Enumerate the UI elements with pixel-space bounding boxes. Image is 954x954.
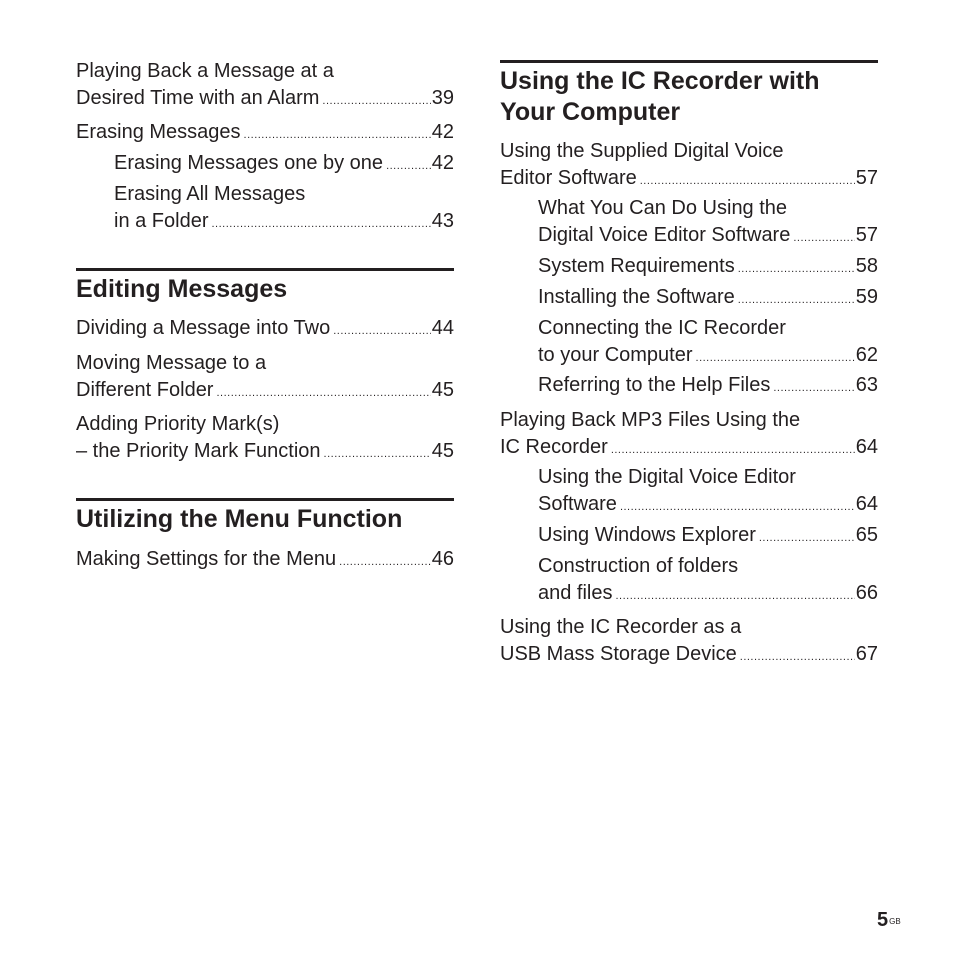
toc-subentry[interactable]: [538, 284, 878, 314]
toc-entry[interactable]: [76, 411, 454, 468]
toc-subentry[interactable]: [538, 522, 878, 552]
section-heading: Utilizing the Menu Function: [76, 505, 403, 533]
dot-leader: [793, 225, 854, 252]
toc-page-number: 43: [431, 210, 454, 232]
toc-entry-text: to your Computer: [538, 344, 693, 366]
toc-subentry[interactable]: [538, 372, 878, 402]
dot-leader: [386, 153, 431, 180]
dot-leader: [738, 256, 855, 283]
toc-page-number: 57: [855, 224, 878, 246]
toc-entry-text: Playing Back a Message at a: [76, 60, 334, 82]
toc-entry[interactable]: [76, 546, 454, 576]
dot-leader: [696, 345, 855, 372]
toc-subentry[interactable]: [538, 195, 878, 252]
toc-entry[interactable]: [76, 315, 454, 345]
toc-page-number: 58: [855, 255, 878, 277]
toc-entry[interactable]: [76, 350, 454, 407]
toc-page-number: 59: [855, 286, 878, 308]
toc-page-number: 64: [855, 436, 878, 458]
toc-page-number: 39: [431, 87, 454, 109]
dot-leader: [333, 318, 431, 345]
toc-page-number: 45: [431, 440, 454, 462]
toc-entry-text: in a Folder: [114, 210, 209, 232]
toc-subentry[interactable]: [538, 315, 878, 372]
toc-entry-text: Different Folder: [76, 379, 214, 401]
dot-leader: [616, 583, 855, 610]
toc-entry-text: Erasing Messages: [76, 121, 241, 143]
toc-entry-text: Desired Time with an Alarm: [76, 87, 320, 109]
toc-page-number: 42: [431, 121, 454, 143]
toc-entry-text: and files: [538, 582, 613, 604]
toc-entry-text: Making Settings for the Menu: [76, 548, 337, 570]
section-heading-line: Using the IC Recorder with: [500, 67, 820, 95]
toc-page-number: 62: [855, 344, 878, 366]
toc-entry-text: – the Priority Mark Function: [76, 440, 321, 462]
toc-page-number: 63: [855, 374, 878, 396]
toc-page-number: 42: [431, 152, 454, 174]
toc-subentry[interactable]: [114, 181, 454, 238]
dot-leader: [611, 437, 855, 464]
dot-leader: [216, 380, 430, 407]
dot-leader: [620, 494, 855, 521]
toc-entry[interactable]: [500, 407, 878, 464]
section-ic-recorder-computer: [500, 60, 878, 128]
toc-page-number: 46: [431, 548, 454, 570]
section-heading: [500, 63, 878, 128]
toc-entry-text: Playing Back MP3 Files Using the: [500, 409, 801, 431]
dot-leader: [738, 287, 855, 314]
toc-entry-text: Construction of folders: [538, 555, 739, 577]
dot-leader: [773, 375, 854, 402]
toc-entry-text: Using the Supplied Digital Voice: [500, 140, 784, 162]
toc-entry[interactable]: [500, 138, 878, 195]
toc-subentry[interactable]: [538, 253, 878, 283]
toc-entry-text: Editor Software: [500, 167, 637, 189]
toc-entry[interactable]: [500, 614, 878, 671]
dot-leader: [740, 644, 855, 671]
toc-entry-text: System Requirements: [538, 255, 735, 277]
toc-entry-text: Using the IC Recorder as a: [500, 616, 742, 638]
toc-entry-text: What You Can Do Using the: [538, 197, 788, 219]
toc-entry-text: Erasing All Messages: [114, 183, 306, 205]
toc-entry-text: Software: [538, 493, 617, 515]
toc-entry-text: Moving Message to a: [76, 352, 267, 374]
dot-leader: [244, 122, 431, 149]
section-heading-line: Your Computer: [500, 98, 681, 126]
toc-entry-text: Referring to the Help Files: [538, 374, 771, 396]
toc-entry-text: Connecting the IC Recorder: [538, 317, 786, 339]
toc-entry-text: Erasing Messages one by one: [114, 152, 384, 174]
toc-entry-text: Adding Priority Mark(s): [76, 413, 280, 435]
toc-page-number: 64: [855, 493, 878, 515]
dot-leader: [324, 441, 431, 468]
page-number: [877, 908, 901, 932]
section-heading: Editing Messages: [76, 275, 288, 303]
toc-subentry[interactable]: [538, 464, 878, 521]
page-number-value: 5: [877, 909, 889, 931]
toc-entry-text: USB Mass Storage Device: [500, 643, 737, 665]
toc-page-number: 44: [431, 317, 454, 339]
section-editing-messages: [76, 268, 454, 305]
toc-subentry[interactable]: [114, 150, 454, 180]
toc-page-number: 67: [855, 643, 878, 665]
toc-entry-text: Using the Digital Voice Editor: [538, 466, 796, 488]
toc-entry-text: IC Recorder: [500, 436, 608, 458]
section-menu-function: [76, 498, 454, 535]
toc-page-number: 45: [431, 379, 454, 401]
toc-page-number: 66: [855, 582, 878, 604]
dot-leader: [640, 168, 855, 195]
dot-leader: [759, 525, 855, 552]
toc-subentry[interactable]: [538, 553, 878, 610]
toc-entry-text: Digital Voice Editor Software: [538, 224, 791, 246]
toc-entry[interactable]: [76, 119, 454, 149]
toc-entry-text: Installing the Software: [538, 286, 735, 308]
toc-entry-text: Dividing a Message into Two: [76, 317, 331, 339]
toc-page-number: 57: [855, 167, 878, 189]
dot-leader: [212, 211, 431, 238]
toc-entry[interactable]: [76, 58, 454, 115]
dot-leader: [339, 549, 431, 576]
toc-page-number: 65: [855, 524, 878, 546]
region-code: GB: [889, 917, 901, 926]
dot-leader: [322, 88, 430, 115]
toc-entry-text: Using Windows Explorer: [538, 524, 756, 546]
